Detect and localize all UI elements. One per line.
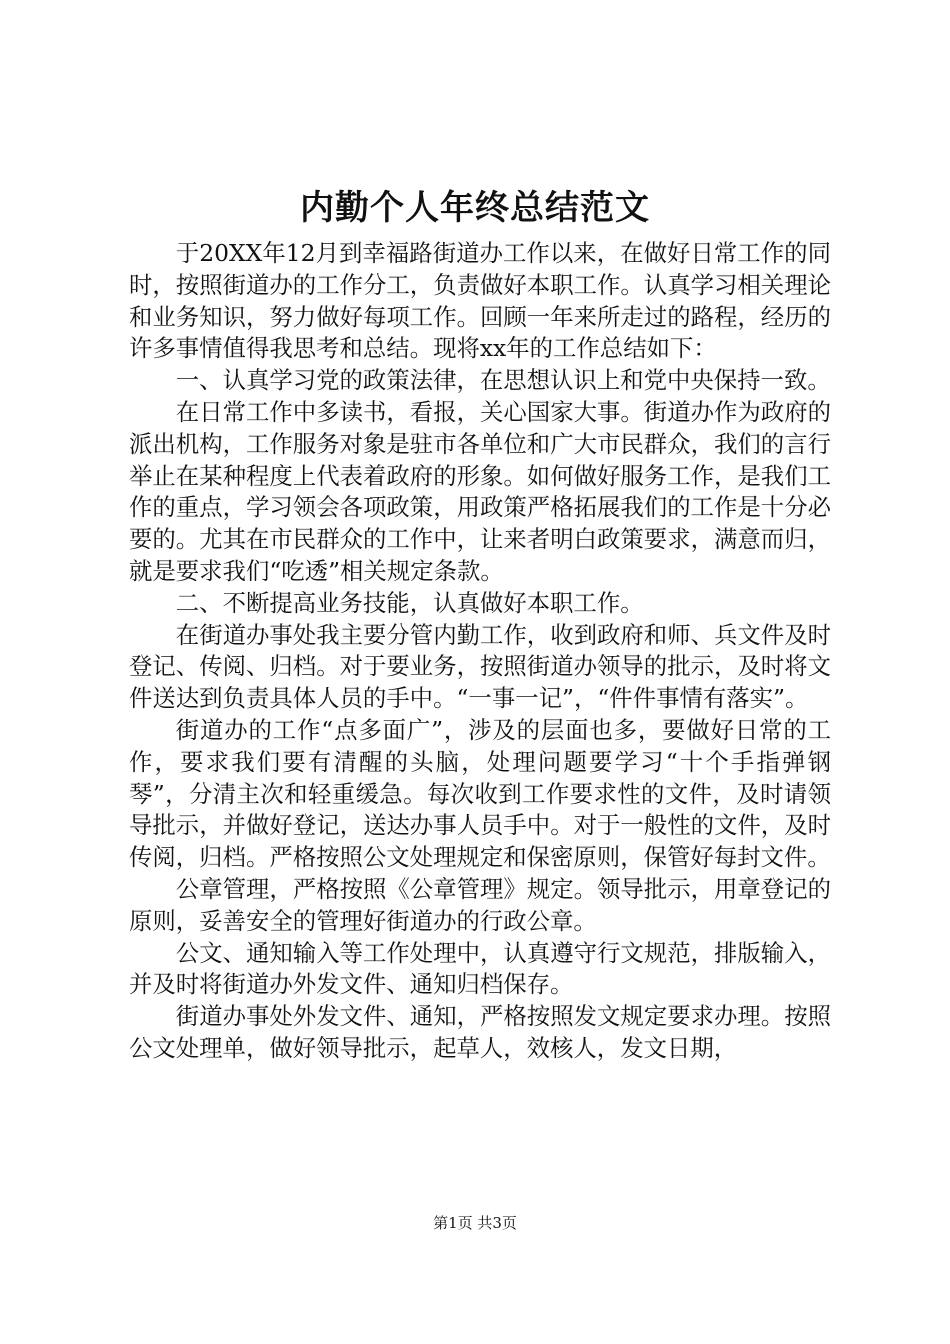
paragraph-internal-affairs: 在街道办事处我主要分管内勤工作，收到政府和师、兵文件及时登记、传阅、归档。对于要业务，按照街道办领导的批示，及时将文件送达到负责具体人员的手中。“一事一记”，“件件事情有落实”。 <box>129 620 831 713</box>
paragraph-daily-work: 在日常工作中多读书，看报，关心国家大事。街道办作为政府的派出机构，工作服务对象是驻市各单位和广大市民群众，我们的言行举止在某种程度上代表着政府的形象。如何做好服务工作，是我们工作的重点，学习领会各项政策，用政策严格拓展我们的工作是十分必要的。尤其在市民群众的工作中，让来者明白政策要求，满意而归，就是要求我们“吃透”相关规定条款。 <box>129 397 831 585</box>
document-body <box>129 238 831 1065</box>
paragraph-heading-1: 一、认真学习党的政策法律，在思想认识上和党中央保持一致。 <box>175 366 831 395</box>
paragraph-document-input: 公文、通知输入等工作处理中，认真遵守行文规范，排版输入，并及时将街道办外发文件、通知归档保存。 <box>129 938 831 999</box>
paragraph-street-office-work: 街道办的工作“点多面广”，涉及的层面也多，要做好日常的工作，要求我们要有清醒的头脑，处理问题要学习“十个手指弹钢琴”，分清主次和轻重缓急。每次收到工作要求性的文件，及时请领导批示，并做好登记，送达办事人员手中。对于一般性的文件，及时传阅，归档。严格按照公文处理规定和保密原则，保管好每封文件。 <box>129 715 831 872</box>
paragraph-outgoing-documents: 街道办事处外发文件、通知，严格按照发文规定要求办理。按照公文处理单，做好领导批示，起草人，效核人，发文日期， <box>129 1002 831 1062</box>
paragraph-intro: 于20XX年12月到幸福路街道办工作以来，在做好日常工作的同时，按照街道办的工作分工，负责做好本职工作。认真学习相关理论和业务知识，努力做好每项工作。回顾一年来所走过的路程，经历的许多事情值得我思考和总结。现将xx年的工作总结如下： <box>129 239 831 363</box>
paragraph-seal-management: 公章管理，严格按照《公章管理》规定。领导批示，用章登记的原则，妥善安全的管理好街道办的行政公章。 <box>129 874 831 935</box>
page-footer: 第1页 共3页 <box>433 1214 517 1232</box>
paragraph-heading-2: 二、不断提高业务技能，认真做好本职工作。 <box>175 588 644 617</box>
document-title: 内勤个人年终总结范文 <box>300 188 650 228</box>
